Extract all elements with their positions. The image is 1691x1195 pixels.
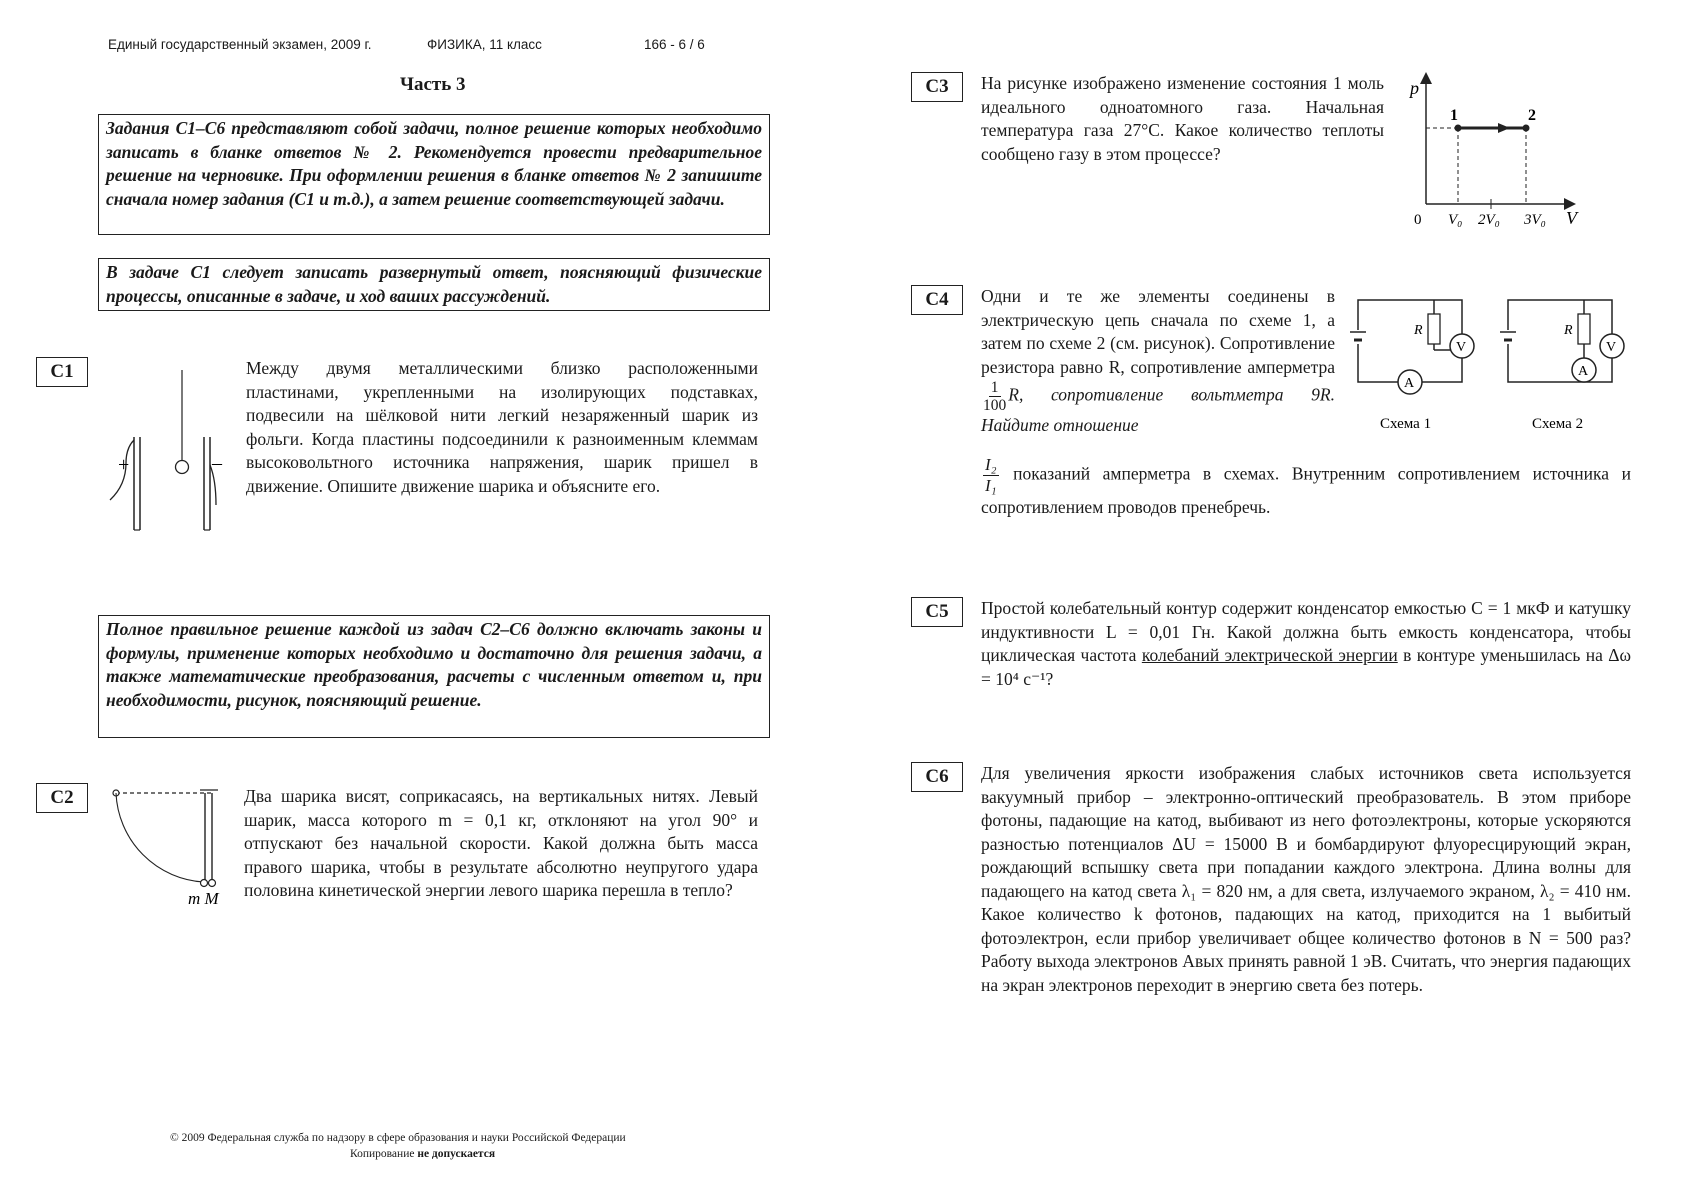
c3-point-1-label: 1	[1450, 107, 1458, 124]
instruction-box-1: Задания С1–С6 представляют собой задачи, полное решение которых необходимо записать в бланке ответов № 2. Рекомендуется провести предварительное решение на черновике. При оформлении решения в бланке ответов № 2 запишите сначала номер задания (С1 и т.д.), а затем решение соответствующей задачи.	[98, 114, 770, 235]
task-text-c5: Простой колебательный контур содержит конденсатор емкостью C = 1 мкФ и катушку индуктивности L = 0,01 Гн. Какой должна быть емкость конденсатора, чтобы циклическая частота колебаний электрической энергии в контуре уменьшилась на Δω = 10⁴ с⁻¹?	[981, 598, 1632, 689]
svg-text:A: A	[1404, 376, 1415, 391]
c4-ammeter-fraction: $\frac{1}{100}$	[983, 379, 1007, 414]
task-text-c2: Два шарика висят, соприкасаясь, на вертикальных нитях. Левый шарик, масса которого m = 0,1 кг, отклоняют на угол 90° и отпускают без начальной скорости. Какой должна быть масса правого шарика, чтобы в результате абсолютно неупругого удара половина кинетической энергии левого шарика перешла в тепло?	[244, 786, 758, 900]
svg-text:R: R	[1414, 323, 1423, 338]
exam-title: Единый государственный экзамен, 2009 г.	[108, 37, 372, 52]
c3-point-2-label: 2	[1528, 107, 1536, 124]
c4-scheme1-label: Схема 1	[1380, 416, 1432, 432]
c1-minus-sign: –	[212, 452, 222, 474]
c4-s2-resistor	[1578, 314, 1590, 344]
c3-p-label: p	[1410, 78, 1419, 98]
c4-scheme2-label: Схема 2	[1532, 416, 1584, 432]
c4-scheme-1	[1350, 300, 1474, 394]
c3-v-label: V	[1566, 208, 1577, 228]
c4-text-a: Одни и те же элементы соединены в электрическую цепь сначала по схеме 1, а затем по схеме 2 (см. рисунок). Сопротивление резистора равно R, сопротивление амперметра	[981, 286, 1335, 377]
task-text-c4-main	[981, 285, 1335, 438]
c4-scheme-2	[1500, 300, 1624, 382]
c4-circuit-schemes	[1340, 290, 1620, 440]
task-label-c5: С5	[911, 597, 963, 627]
task-label-c1: С1	[36, 357, 88, 387]
task-text-c4-end	[981, 455, 1631, 520]
c1-plus-sign: +	[118, 454, 130, 476]
part-title: Часть 3	[400, 74, 466, 95]
instruction-box-2: В задаче С1 следует записать развернутый ответ, поясняющий физические процессы, описанные в задаче, и ход ваших рассуждений.	[98, 258, 770, 311]
svg-text:V: V	[1606, 340, 1617, 355]
task-label-c3: С3	[911, 72, 963, 102]
c3-state-1	[1455, 125, 1462, 132]
c2-ball-m	[201, 880, 208, 887]
c4-text-c: показаний амперметра в схемах. Внутренним сопротивлением источника и сопротивлением проводов пренебречь.	[981, 463, 1631, 517]
task-text-c6: Для увеличения яркости изображения слабых источников света используется вакуумный прибор – электронно-оптический преобразователь. В этом приборе фотоны, падающие на катод, выбивают из него фотоэлектроны, которые ускоряются разностью потенциалов ΔU = 15000 В и бомбардируют флуоресцирующий экран, рождающий вспышку света при попадании каждого электрона. Длина волны для падающего на катод света λ₁ = 820 нм, а для света, излучаемого экраном, λ₂ = 410 нм. Какое количество k фотонов, падающих на катод, приходится на 1 выбитый фотоэлектрон, если прибор увеличивает общее количество фотонов в N = 500 раз? Работу выхода электронов Aвых принять равной 1 эВ. Считать, что энергия падающих на экран электронов переходит в энергию света без потерь.	[981, 763, 1631, 995]
task-text-c1: Между двумя металлическими близко расположенными пластинами, укрепленными на изолирующих подставках, подвесили на шёлковой нити легкий незаряженный шарик из фольги. Когда пластины подсоединили к разноименным клеммам высоковольтного источника напряжения, шарик пришел в движение. Опишите движение шарика и объясните его.	[246, 358, 758, 496]
subject-title: ФИЗИКА, 11 класс	[427, 37, 542, 52]
footer-copy-notice: Копирование не допускается	[350, 1148, 496, 1160]
footer-copyright: © 2009 Федеральная служба по надзору в сфере образования и науки Российской Федерации	[170, 1132, 626, 1144]
task-label-c6: С6	[911, 762, 963, 792]
c1-foil-ball	[176, 461, 189, 474]
c3-origin-label: 0	[1414, 212, 1422, 228]
c2-mass-labels: m M	[188, 889, 219, 908]
c3-tick-3v0: 3V₀	[1524, 212, 1546, 228]
task-label-c4: С4	[911, 285, 963, 315]
c3-tick-2v0: 2V₀	[1478, 212, 1500, 228]
instruction-box-3: Полное правильное решение каждой из задач С2–С6 должно включать законы и формулы, применение которых необходимо и достаточно для решения задачи, а также математические преобразования, расчеты с численным ответом и, при необходимости, рисунок, поясняющий решение.	[98, 615, 770, 738]
svg-text:A: A	[1578, 364, 1589, 379]
c4-text-b: R, сопротивление вольтметра 9R. Найдите отношение	[981, 384, 1335, 435]
c2-figure	[108, 785, 228, 910]
c4-current-ratio: $\frac{\text{I₂}}{\text{I₁}}$	[985, 455, 997, 495]
c2-ball-M	[209, 880, 216, 887]
c3-pv-graph	[1400, 72, 1580, 232]
c4-s1-resistor	[1428, 314, 1440, 344]
page-number: 166 - 6 / 6	[644, 37, 705, 52]
c5-underlined-phrase: колебаний электрической энергии	[1141, 645, 1398, 665]
task-label-c2: С2	[36, 783, 88, 813]
task-text-c3: На рисунке изображено изменение состояния 1 моль идеального одноатомного газа. Начальная температура газа 27°С. Какое количество теплоты сообщено газу в этом процессе?	[981, 73, 1384, 164]
c3-state-2	[1523, 125, 1530, 132]
svg-text:V: V	[1456, 340, 1467, 355]
svg-text:R: R	[1564, 323, 1573, 338]
c1-figure	[106, 365, 222, 535]
c3-tick-v0: V₀	[1448, 212, 1463, 228]
